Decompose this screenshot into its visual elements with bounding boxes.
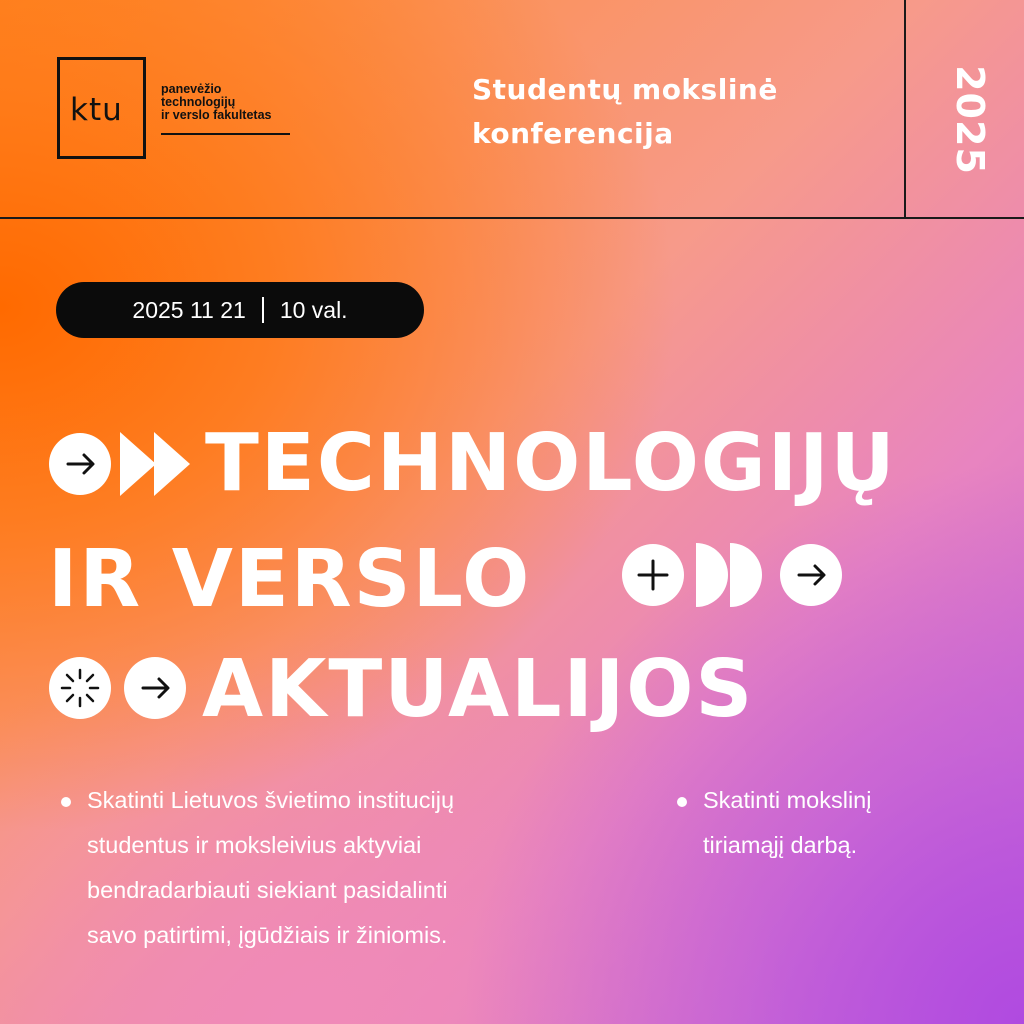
bullet-right: [703, 778, 983, 868]
logo-underline: [161, 133, 290, 135]
logo-line: technologijų: [161, 95, 236, 109]
event-time: 10 val.: [279, 296, 348, 323]
bullet-left: [87, 778, 627, 958]
headline-line-1: TECHNOLOGIJŲ: [205, 417, 897, 509]
bullet-line: savo patirtimi, įgūdžiais ir žiniomis.: [87, 922, 448, 948]
year-label: [940, 55, 1000, 185]
bullet-dot: [677, 797, 687, 807]
year-divider: [904, 0, 906, 219]
bullet-dot: [61, 797, 71, 807]
event-date: 2025 11 21: [132, 296, 246, 323]
date-separator: [262, 297, 264, 323]
double-play-icon: [120, 432, 192, 496]
burst-circle-icon: [48, 656, 112, 720]
arrow-circle-icon: [48, 432, 112, 496]
bullet-line: bendradarbiauti siekiant pasidalinti: [87, 877, 448, 903]
bullet-line: Skatinti mokslinį: [703, 787, 872, 813]
arrow-circle-icon: [779, 543, 843, 607]
bullet-line: tiriamąjį darbą.: [703, 832, 858, 858]
date-badge: [56, 282, 424, 338]
bullet-line: Skatinti Lietuvos švietimo institucijų: [87, 787, 455, 813]
year-text: 2025: [948, 65, 992, 175]
logo-mark: ktu: [70, 92, 123, 128]
conference-title: [472, 68, 892, 156]
bullet-line: studentus ir moksleivius aktyviai: [87, 832, 422, 858]
conference-title-line: konferencija: [472, 117, 674, 150]
logo-line: panevėžio: [161, 82, 222, 96]
header-divider: [0, 217, 1024, 219]
arrow-circle-icon: [123, 656, 187, 720]
half-circles-icon: [694, 543, 766, 607]
headline-line-2: IR VERSLO: [48, 533, 532, 625]
logo-line: ir verslo fakultetas: [161, 108, 272, 122]
logo-text: [161, 83, 271, 122]
conference-title-line: Studentų mokslinė: [472, 73, 778, 106]
plus-circle-icon: [621, 543, 685, 607]
headline-line-3: AKTUALIJOS: [202, 643, 755, 735]
